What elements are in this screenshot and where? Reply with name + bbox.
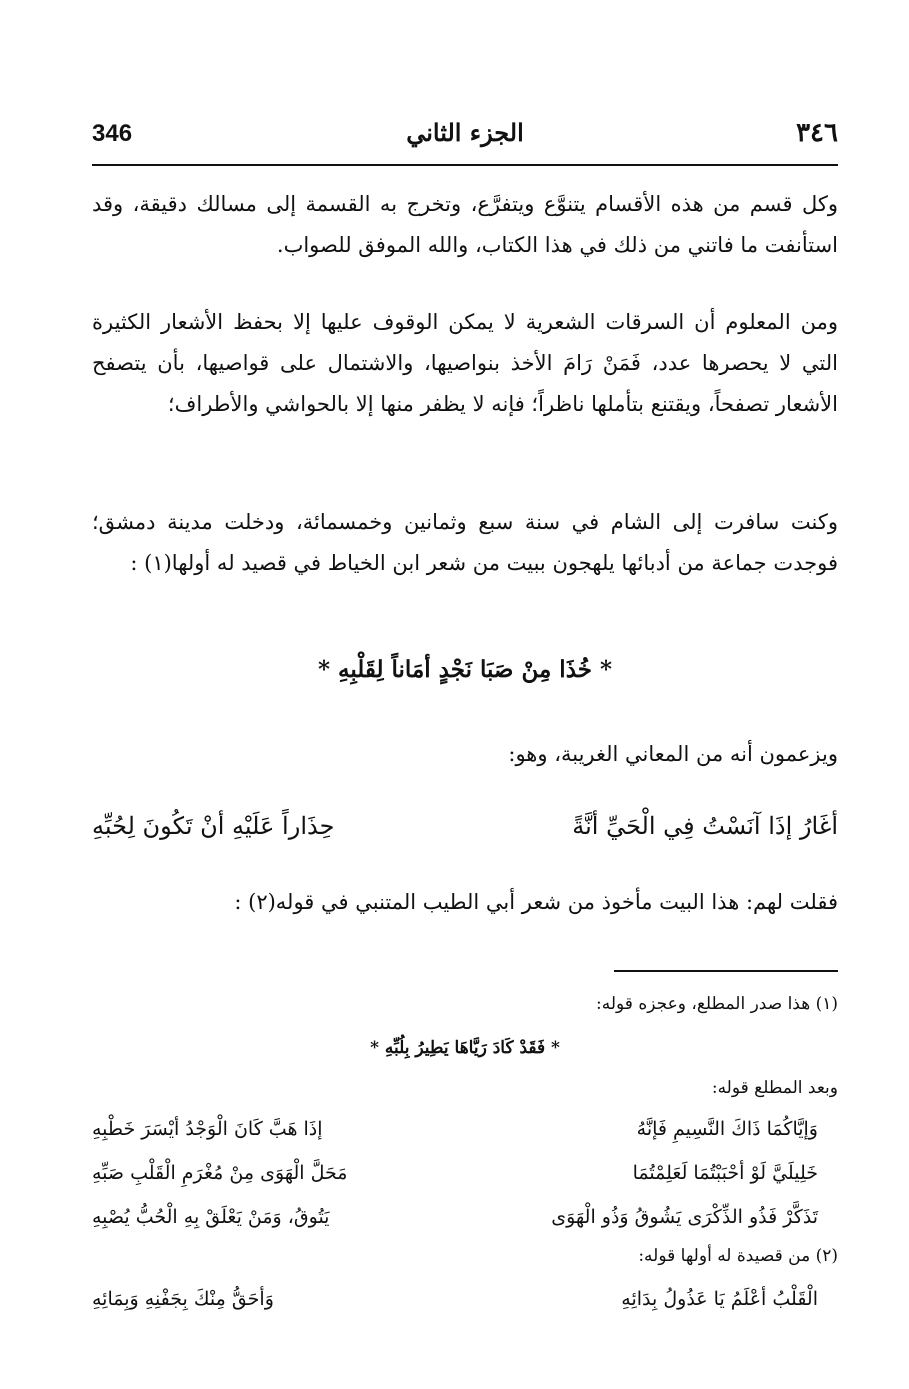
paragraph-3: وكنت سافرت إلى الشام في سنة سبع وثمانين وخمسمائة، ودخلت مدينة دمشق؛ فوجدت جماعة من أدبائها يلهجون ببيت من شعر ابن الخياط في قصيد له أولها(١) : (92, 510, 838, 575)
footnote-2-verse (92, 1288, 838, 1324)
footnote-1-hemistich: * فَقَدْ كَادَ رَيَّاهَا يَطِيرُ بِلُبِّهِ * (370, 1038, 560, 1058)
footnote-verse-3-second: يَتُوقُ، وَمَنْ يَعْلَقْ بِهِ الْحُبُّ يُصْبِهِ (92, 1206, 330, 1228)
paragraph-4: ويزعمون أنه من المعاني الغريبة، وهو: (508, 742, 838, 766)
footnote-2-intro: (٢) من قصيدة له أولها قوله: (638, 1246, 838, 1266)
footnote-verse-1 (92, 1118, 838, 1154)
footnote-rule (614, 970, 838, 972)
header-rule (92, 164, 838, 166)
hemistich-quote: * خُذَا مِنْ صَبَا نَجْدٍ أمَاناً لِقَلْبِهِ * (317, 656, 613, 683)
paragraph-2: ومن المعلوم أن السرقات الشعرية لا يمكن الوقوف عليها إلا بحفظ الأشعار الكثيرة التي لا يحصرها عدد، فَمَنْ رَامَ الأخذ بنواصيها، والاشتمال على قواصيها، بأن يتصفح الأشعار تصفحاً، ويقتنع بتأملها ناظراً؛ فإنه لا يظفر منها إلا بالحواشي والأطراف؛ (92, 310, 838, 416)
footnote-2-verse-first: الْقَلْبُ أعْلَمُ يَا عَذُولُ بِدَائِهِ (621, 1288, 818, 1310)
verse-1-first-hemistich: أغَارُ إذَا آنَسْتُ فِي الْحَيِّ أنَّةً (572, 812, 838, 840)
footnote-verse-2-first: خَلِيلَيَّ لَوْ أحْبَبْتُمَا لَعَلِمْتُمَا (632, 1162, 818, 1184)
footnote-verse-2 (92, 1162, 838, 1198)
paragraph-5: فقلت لهم: هذا البيت مأخوذ من شعر أبي الطيب المتنبي في قوله(٢) : (234, 890, 838, 914)
page-number-latin: 346 (92, 120, 133, 147)
verse-1 (92, 812, 838, 856)
running-header (92, 118, 838, 158)
footnote-1-after: وبعد المطلع قوله: (711, 1078, 838, 1098)
footnote-verse-3 (92, 1206, 838, 1242)
footnote-1-intro: (١) هذا صدر المطلع، وعجزه قوله: (596, 994, 838, 1014)
footnote-verse-3-first: تَذَكَّرْ فَذُو الذِّكْرَى يَشُوقُ وَذُو الْهَوَى (551, 1206, 818, 1228)
footnote-verse-1-first: وَإيَّاكُمَا ذَاكَ النَّسِيمِ فَإنَّهُ (636, 1118, 818, 1140)
verse-1-second-hemistich: حِذَاراً عَلَيْهِ أنْ تَكُونَ لِحُبِّهِ (92, 812, 335, 840)
page-number-arabic: ٣٤٦ (796, 118, 838, 148)
footnote-2-verse-second: وَأحَقُّ مِنْكَ بِجَفْنِهِ وَبِمَائِهِ (92, 1288, 274, 1310)
footnote-verse-1-second: إذَا هَبَّ كَانَ الْوَجْدُ أيْسَرَ خَطْبِهِ (92, 1118, 323, 1140)
footnote-verse-2-second: مَحَلَّ الْهَوَى مِنْ مُغْرَمِ الْقَلْبِ صَبِّهِ (92, 1162, 348, 1184)
paragraph-1: وكل قسم من هذه الأقسام يتنوَّع ويتفرَّع، وتخرج به القسمة إلى مسالك دقيقة، وقد استأنفت ما فاتني من ذلك في هذا الكتاب، والله الموفق للصواب. (92, 192, 838, 257)
chapter-title: الجزء الثاني (406, 118, 524, 147)
